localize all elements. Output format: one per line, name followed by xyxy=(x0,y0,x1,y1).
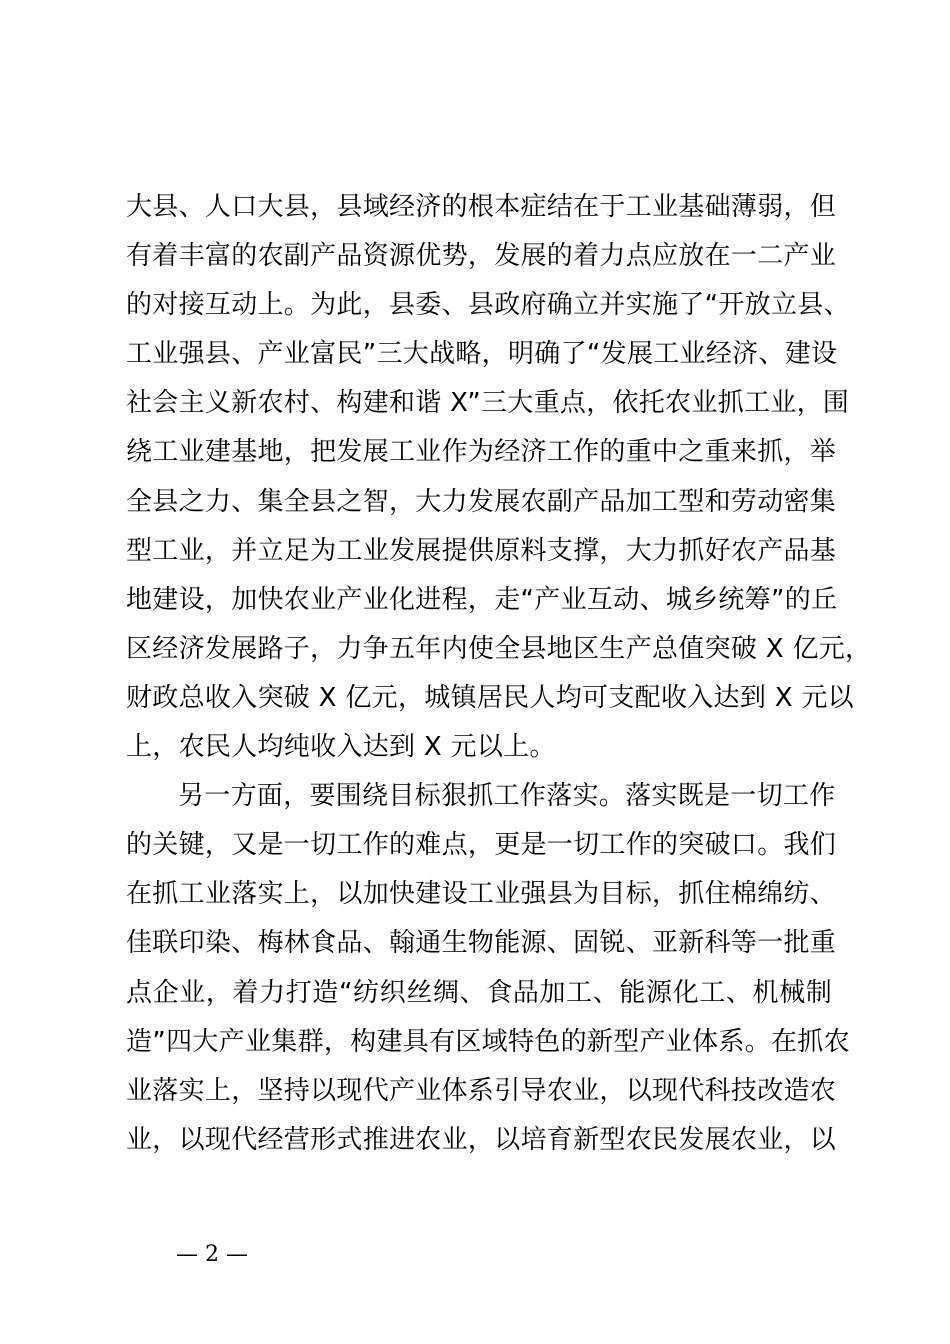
text-line: 另一方面，要围绕目标狠抓工作落实。落实既是一切工作 xyxy=(178,781,836,812)
text-line: 的关键，又是一切工作的难点，更是一切工作的突破口。我们 xyxy=(126,830,837,861)
text-line: 社会主义新农村、构建和谐 X”三大重点，依托农业抓工业，围 xyxy=(126,388,850,419)
text-line: 绕工业建基地，把发展工业作为经济工作的重中之重来抓，举 xyxy=(126,437,837,468)
text-line: 财政总收入突破 X 亿元，城镇居民人均可支配收入达到 X 元以 xyxy=(126,682,854,713)
paragraph-2 xyxy=(126,772,850,1165)
text-line: 区经济发展路子，力争五年内使全县地区生产总值突破 X 亿元， xyxy=(126,633,872,664)
paragraph-1 xyxy=(126,183,872,772)
text-line: 型工业，并立足为工业发展提供原料支撑，大力抓好农产品基 xyxy=(126,535,837,566)
text-line: 的对接互动上。为此，县委、县政府确立并实施了“开放立县、 xyxy=(126,290,850,321)
text-line: 业落实上，坚持以现代产业体系引导农业，以现代科技改造农 xyxy=(126,1075,837,1106)
document-body xyxy=(126,183,872,1165)
text-line: 全县之力、集全县之智，大力发展农副产品加工型和劳动密集 xyxy=(126,486,837,517)
text-line: 造”四大产业集群，构建具有区域特色的新型产业体系。在抓农 xyxy=(126,1026,850,1057)
text-line: 点企业，着力打造“纺织丝绸、食品加工、能源化工、机械制 xyxy=(126,977,832,1008)
text-line: 佳联印染、梅林食品、翰通生物能源、固锐、亚新科等一批重 xyxy=(126,928,837,959)
text-line: 工业强县、产业富民”三大战略，明确了“发展工业经济、建设 xyxy=(126,339,838,370)
text-line: 有着丰富的农副产品资源优势，发展的着力点应放在一二产业 xyxy=(126,241,837,272)
text-line: 在抓工业落实上，以加快建设工业强县为目标，抓住棉绵纺、 xyxy=(126,879,837,910)
text-line: 业，以现代经营形式推进农业，以培育新型农民发展农业，以 xyxy=(126,1124,837,1155)
text-line: 大县、人口大县，县域经济的根本症结在于工业基础薄弱，但 xyxy=(126,192,837,222)
page-number: — 2 — xyxy=(176,1242,248,1267)
text-line: 地建设，加快农业产业化进程，走“产业互动、城乡统筹”的丘 xyxy=(126,584,838,615)
text-line: 上，农民人均纯收入达到 X 元以上。 xyxy=(126,732,556,763)
